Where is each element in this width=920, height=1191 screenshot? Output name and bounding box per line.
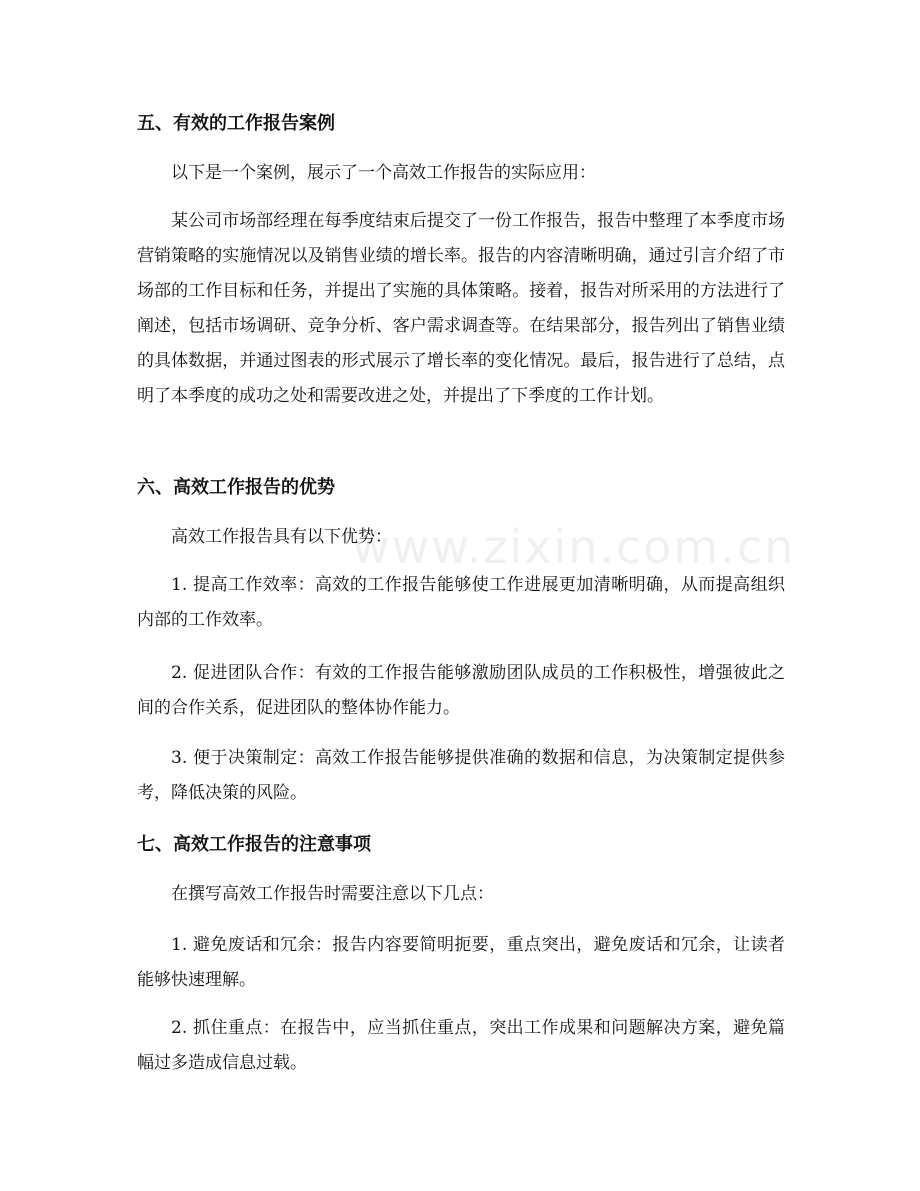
section-5-intro: 以下是一个案例，展示了一个高效工作报告的实际应用： <box>171 163 596 183</box>
watermark: www.zixin.com.cn <box>352 520 796 574</box>
section-7-heading: 七、高效工作报告的注意事项 <box>137 834 371 855</box>
section-7-item-2: 2. 抓住重点：在报告中，应当抓住重点，突出工作成果和问题解决方案，避免篇幅过多造成信息过载。 <box>137 1018 785 1073</box>
section-7-intro: 在撰写高效工作报告时需要注意以下几点： <box>171 884 494 904</box>
section-7-item-1: 1. 避免废话和冗余：报告内容要简明扼要，重点突出，避免废话和冗余，让读者能够快速理解。 <box>137 935 785 990</box>
section-5-body: 某公司市场部经理在每季度结束后提交了一份工作报告，报告中整理了本季度市场营销策略的实施情况以及销售业绩的增长率。报告的内容清晰明确，通过引言介绍了市场部的工作目标和任务，并提出了实施的具体策略。接着，报告对所采用的方法进行了阐述，包括市场调研、竞争分析、客户需求调查等。在结果部分，报告列出了销售业绩的具体数据，并通过图表的形式展示了增长率的变化情况。最后，报告进行了总结，点明了本季度的成功之处和需要改进之处，并提出了下季度的工作计划。 <box>137 211 785 406</box>
section-5-heading: 五、有效的工作报告案例 <box>137 113 335 134</box>
section-6-intro: 高效工作报告具有以下优势： <box>171 527 392 547</box>
section-6-item-1: 1. 提高工作效率：高效的工作报告能够使工作进展更加清晰明确，从而提高组织内部的工作效率。 <box>137 575 785 630</box>
section-6-item-2: 2. 促进团队合作：有效的工作报告能够激励团队成员的工作积极性，增强彼此之间的合作关系，促进团队的整体协作能力。 <box>137 663 785 718</box>
section-6-heading: 六、高效工作报告的优势 <box>137 477 335 498</box>
section-6-item-3: 3. 便于决策制定：高效工作报告能够提供准确的数据和信息，为决策制定提供参考，降低决策的风险。 <box>137 748 785 803</box>
